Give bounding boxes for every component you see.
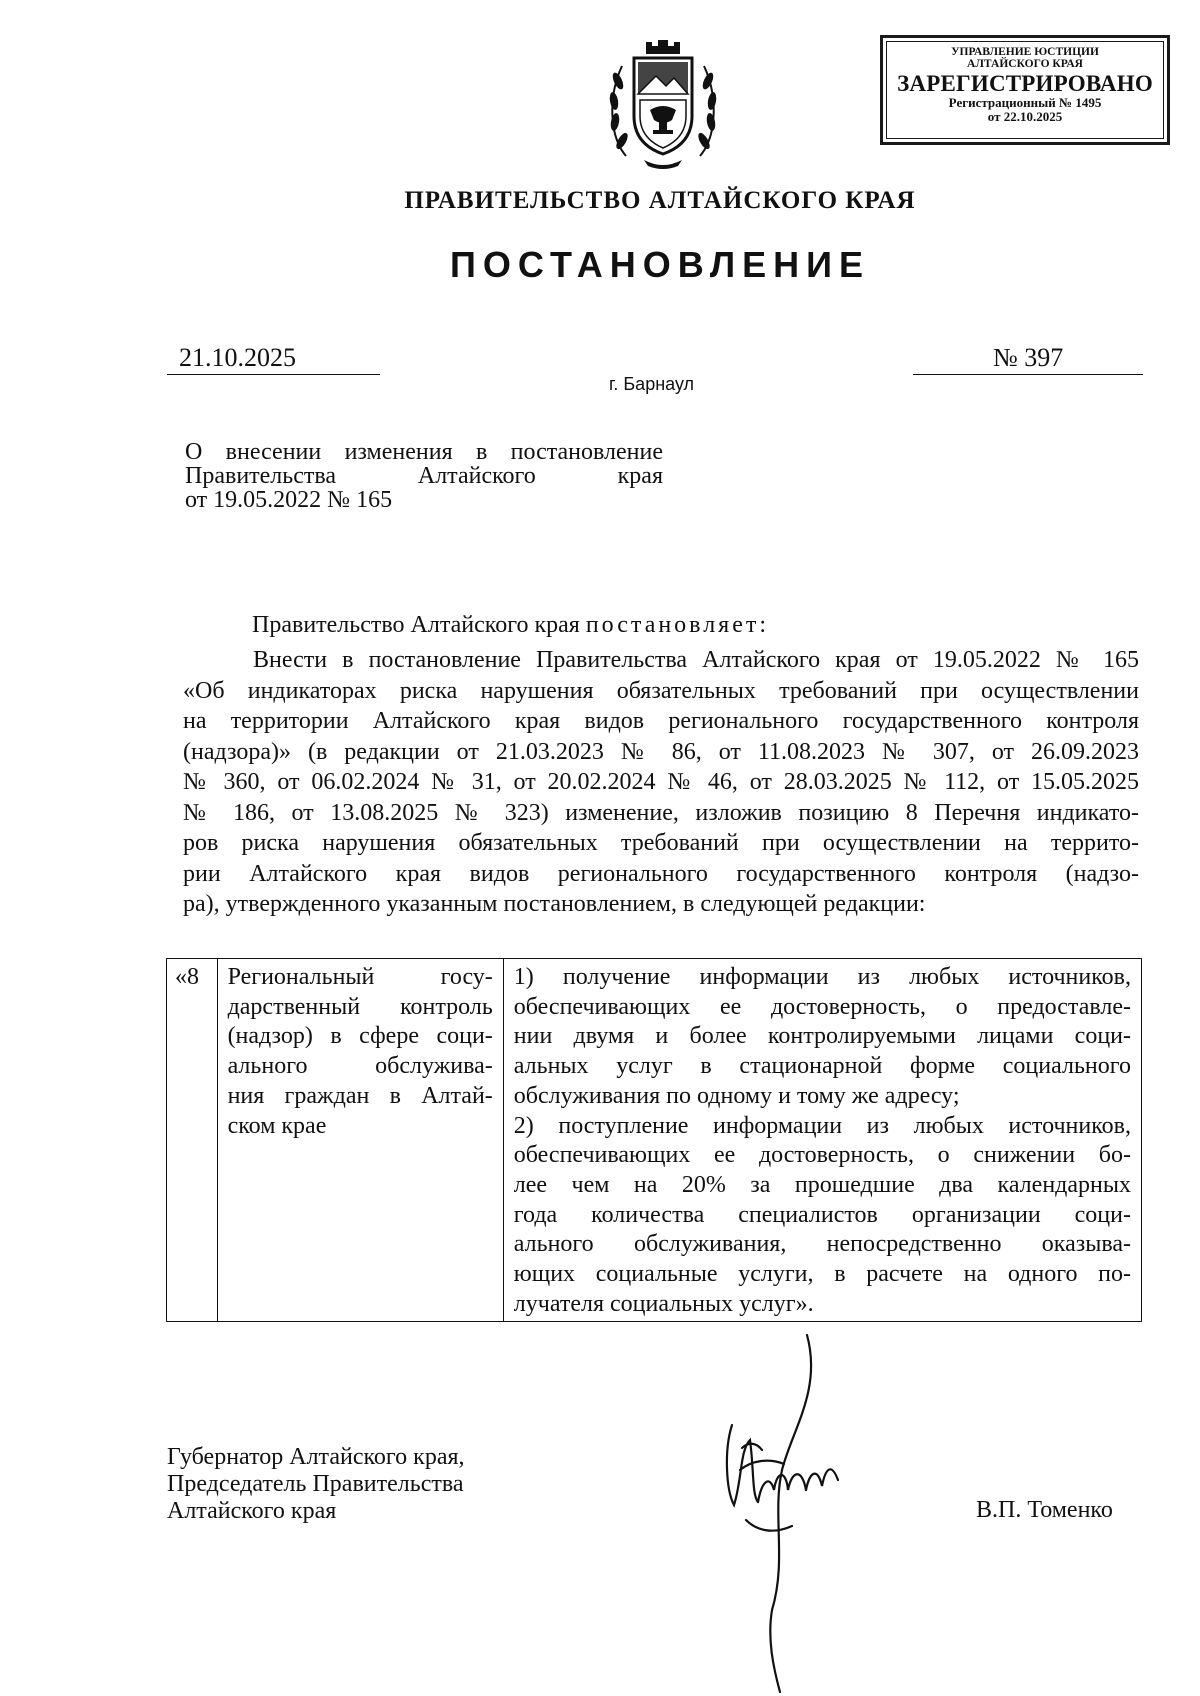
body-line: Внести в постановление Правительства Алтайского края от 19.05.2022 № 165	[253, 647, 1139, 673]
document-number: № 397	[913, 343, 1143, 375]
resolution-intro	[252, 612, 769, 639]
signer-title-line: Председатель Правительства	[167, 1471, 464, 1497]
body-line: рии Алтайского края видов регионального государственного контроля (надзо-	[183, 860, 1139, 887]
indicator-line: лее чем на 20% за прошедшие два календарных	[513, 1171, 1131, 1198]
subject-line: Правительства Алтайского края	[185, 463, 663, 489]
indicator-line: обслуживания по одному и тому же адресу;	[513, 1082, 960, 1109]
body-line: ров риска нарушения обязательных требований при осуществлении на террито-	[183, 830, 1139, 856]
control-type-line: Региональный госу-	[227, 964, 493, 990]
resolution-body	[183, 645, 1139, 920]
indicator-line: обеспечивающих ее достоверность, о предоставле-	[513, 993, 1131, 1020]
indicator-line: лучателя социальных услуг».	[513, 1290, 814, 1317]
document-subject	[185, 440, 663, 512]
signer-title-line: Алтайского края	[167, 1498, 337, 1524]
intro-verb: постановляет:	[585, 612, 770, 638]
stamp-org-line1: УПРАВЛЕНИЕ ЮСТИЦИИ	[951, 46, 1099, 58]
indicator-line: обеспечивающих ее достоверность, о снижении бо-	[513, 1142, 1131, 1169]
document-type-title: ПОСТАНОВЛЕНИЕ	[450, 244, 870, 285]
indicator-line: нии двумя и более контролируемыми лицами соци-	[513, 1023, 1131, 1050]
control-type-line: (надзор) в сфере соци-	[227, 1023, 493, 1050]
registration-stamp	[880, 35, 1170, 145]
indicator-line: ального обслуживания, непосредственно оказыва-	[513, 1231, 1131, 1258]
control-type-line: ального обслужива-	[227, 1053, 493, 1080]
subject-line: от 19.05.2022 № 165	[185, 487, 393, 513]
stamp-reg-date: от 22.10.2025	[987, 108, 1063, 124]
table-row	[167, 959, 1142, 1322]
coat-of-arms-emblem	[604, 36, 722, 171]
indicator-line: года количества специалистов организации соци-	[513, 1201, 1131, 1228]
stamp-reg-number: Регистрационный № 1495	[948, 95, 1102, 111]
document-date: 21.10.2025	[167, 343, 380, 375]
body-line: ра), утвержденного указанным постановлением, в следующей редакции:	[183, 891, 926, 917]
subject-line: О внесении изменения в постановление	[185, 439, 663, 465]
control-type-line: ния граждан в Алтай-	[227, 1082, 493, 1109]
control-type-line: дарственный контроль	[227, 993, 493, 1020]
stamp-status: ЗАРЕГИСТРИРОВАНО	[897, 71, 1153, 97]
body-line: на территории Алтайского края видов регионального государственного контроля	[183, 708, 1139, 734]
indicator-line: альных услуг в стационарной форме социального	[513, 1053, 1131, 1080]
signer-title-line: Губернатор Алтайского края,	[167, 1444, 465, 1470]
position-number-cell: «8	[167, 959, 218, 1322]
intro-lead: Правительство Алтайского края	[252, 612, 580, 638]
body-line: (надзора)» (в редакции от 21.03.2023 № 86, от 11.08.2023 № 307, от 26.09.2023	[183, 738, 1139, 765]
body-line: № 186, от 13.08.2025 № 323) изменение, изложив позицию 8 Перечня индикато-	[183, 799, 1139, 826]
body-line: «Об индикаторах риска нарушения обязательных требований при осуществлении	[183, 677, 1139, 704]
handwritten-signature	[712, 1330, 852, 1696]
indicator-line: 2) поступление информации из любых источников,	[513, 1112, 1131, 1139]
indicator-line: ющих социальные услуги, в расчете на одного по-	[513, 1261, 1131, 1288]
control-type-line: ском крае	[227, 1112, 327, 1139]
signer-title	[167, 1444, 465, 1525]
body-line: № 360, от 06.02.2024 № 31, от 20.02.2024 № 46, от 28.03.2025 № 112, от 15.05.2025	[183, 769, 1139, 795]
government-title: ПРАВИТЕЛЬСТВО АЛТАЙСКОГО КРАЯ	[404, 187, 916, 214]
position-8-table	[166, 958, 1142, 1322]
stamp-org-line2: АЛТАЙСКОГО КРАЯ	[967, 58, 1083, 71]
signer-name: В.П. Томенко	[976, 1497, 1113, 1523]
control-type-cell	[217, 959, 503, 1322]
risk-indicators-cell	[503, 959, 1141, 1322]
indicator-line: 1) получение информации из любых источников,	[513, 964, 1131, 990]
document-city: г. Барнаул	[609, 374, 695, 394]
